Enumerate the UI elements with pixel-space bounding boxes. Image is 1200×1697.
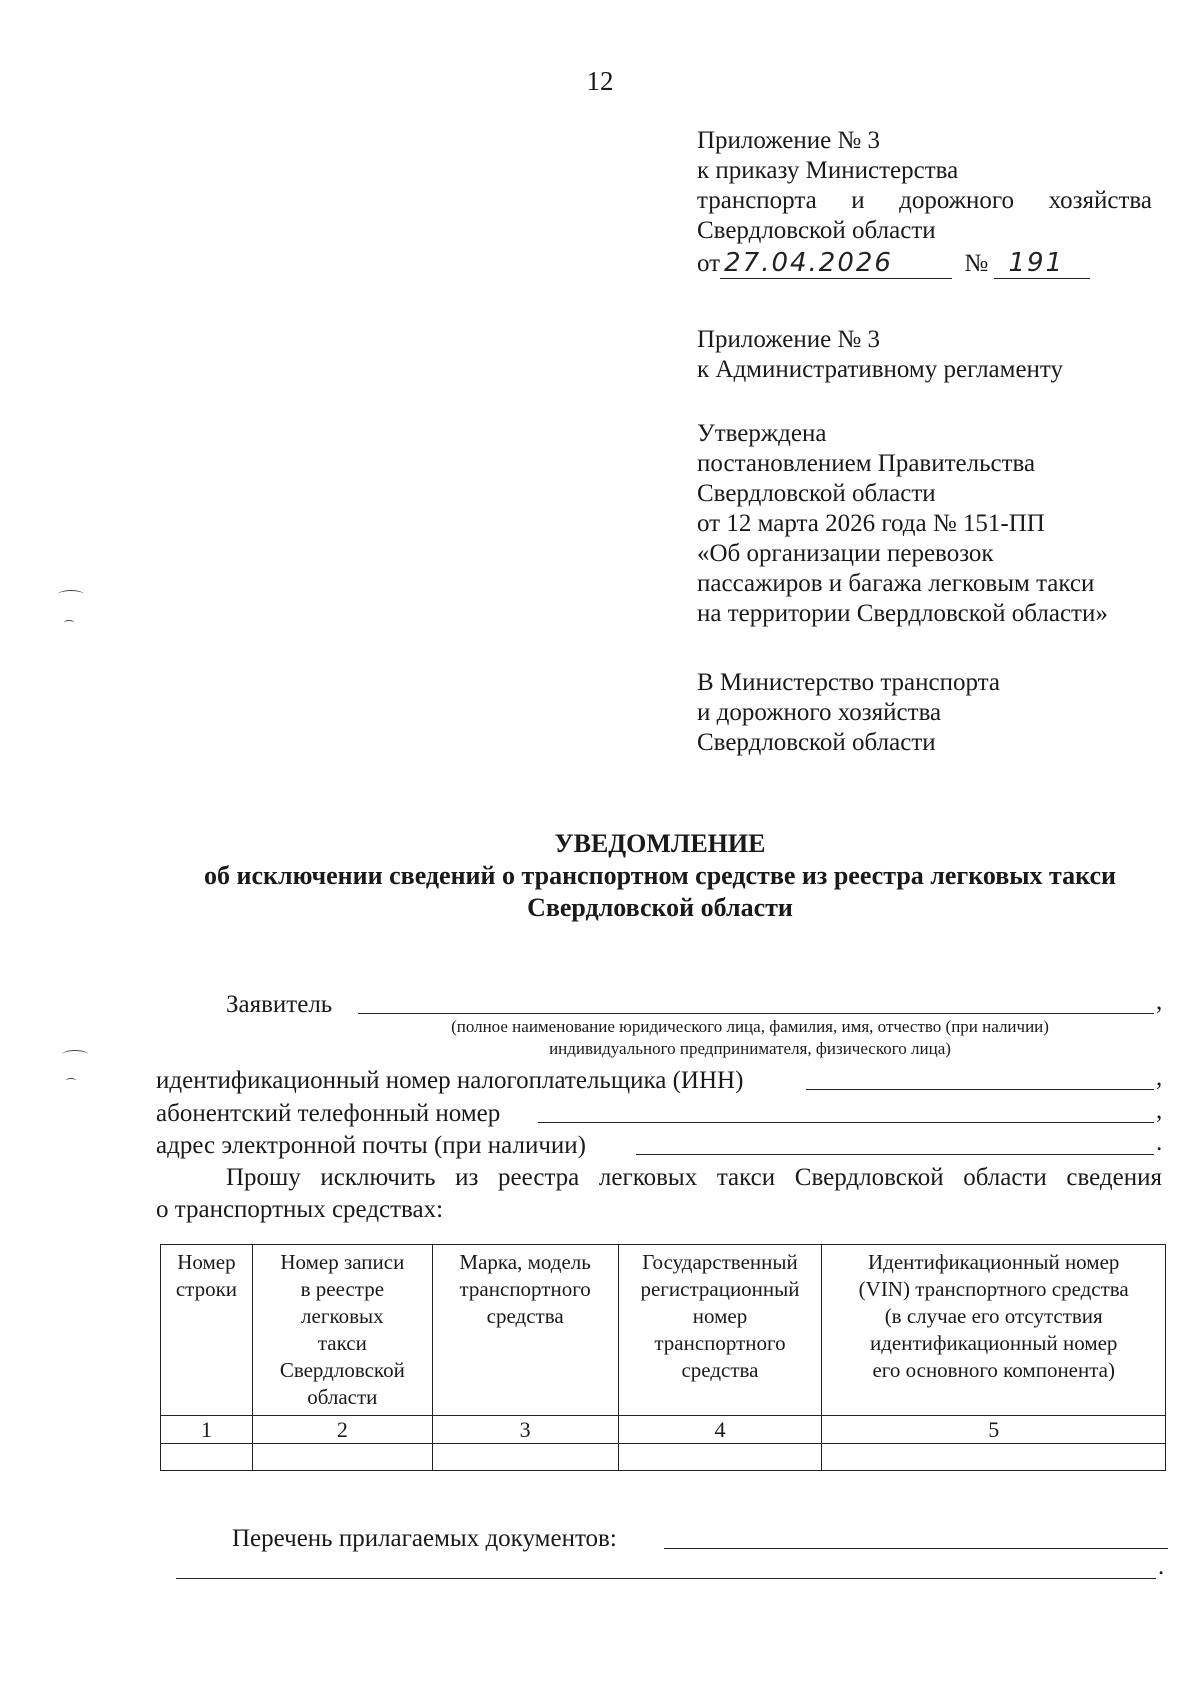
order-appendix-block xyxy=(697,126,1152,279)
vehicle-table xyxy=(160,1244,1166,1471)
order-date-line xyxy=(697,248,1152,279)
applicant-field[interactable] xyxy=(358,1013,1154,1014)
order-appendix-line: Свердловской области xyxy=(697,217,936,244)
punch-hole-mark xyxy=(64,620,74,625)
email-label: адрес электронной почты (при наличии) xyxy=(156,1132,586,1159)
column-number: 1 xyxy=(161,1416,253,1444)
comma: , xyxy=(1156,988,1163,1015)
word: дорожного xyxy=(899,187,1015,214)
email-field[interactable] xyxy=(636,1154,1154,1155)
punch-hole-mark xyxy=(62,1050,88,1059)
addressee-line: и дорожного хозяйства xyxy=(697,699,942,726)
comma: , xyxy=(1156,1064,1163,1091)
table-header-row xyxy=(161,1245,1166,1416)
addressee-block xyxy=(697,668,1000,758)
table-row xyxy=(161,1444,1166,1471)
hint-line: индивидуального предпринимателя, физического лица) xyxy=(549,1039,951,1058)
table-header-cell: Номер строки xyxy=(161,1245,253,1416)
word: транспорта xyxy=(697,187,817,214)
number-prefix: № xyxy=(964,250,989,277)
period: . xyxy=(1156,1129,1163,1156)
handwritten-number: 191 xyxy=(994,248,1090,279)
column-number: 5 xyxy=(822,1416,1166,1444)
word: хозяйства xyxy=(1048,187,1152,214)
approved-block xyxy=(697,419,1108,629)
inn-label: идентификационный номер налогоплательщика (ИНН) xyxy=(156,1067,744,1094)
approved-line: на территории Свердловской области» xyxy=(697,600,1108,627)
order-appendix-line: Приложение № 3 xyxy=(697,127,881,154)
date-prefix: от xyxy=(697,250,721,277)
punch-hole-mark xyxy=(58,590,84,599)
table-cell[interactable] xyxy=(252,1444,432,1471)
table-header-cell: Марка, модель транспортного средства xyxy=(432,1245,618,1416)
table-header-cell: Идентификационный номер (VIN) транспортного средства (в случае его отсутствия идентификационный номер его основного компонента) xyxy=(822,1245,1166,1416)
comma: , xyxy=(1156,1097,1163,1124)
title-subtitle: об исключении сведений о транспортном средстве из реестра легковых такси xyxy=(204,861,1116,890)
punch-hole-mark xyxy=(66,1078,76,1083)
approved-line: Свердловской области xyxy=(697,480,936,507)
approved-line: пассажиров и багажа легковым такси xyxy=(697,570,1095,597)
regulation-appendix-line: к Административному регламенту xyxy=(697,356,1064,383)
attachments-field[interactable] xyxy=(664,1548,1168,1549)
document-title xyxy=(0,828,1200,924)
title-subtitle: Свердловской области xyxy=(527,893,793,922)
approved-line: от 12 марта 2026 года № 151-ПП xyxy=(697,510,1045,537)
handwritten-date: 27.04.2026 xyxy=(720,248,952,279)
period: . xyxy=(1158,1553,1165,1580)
column-number: 4 xyxy=(618,1416,822,1444)
table-header-cell: Номер записи в реестре легковых такси Свердловской области xyxy=(252,1245,432,1416)
table-cell[interactable] xyxy=(161,1444,253,1471)
regulation-appendix-line: Приложение № 3 xyxy=(697,326,881,353)
request-text-line2: о транспортных средствах: xyxy=(156,1196,444,1223)
order-appendix-line: к приказу Министерства xyxy=(697,157,959,184)
page-number: 12 xyxy=(586,66,614,96)
request-text-line1: Прошу исключить из реестра легковых такси Свердловской области сведения xyxy=(226,1164,1162,1191)
phone-label: абонентский телефонный номер xyxy=(156,1100,501,1127)
table-cell[interactable] xyxy=(432,1444,618,1471)
table-header-cell: Государственный регистрационный номер транспортного средства xyxy=(618,1245,822,1416)
attachments-label: Перечень прилагаемых документов: xyxy=(232,1525,617,1552)
regulation-appendix-block xyxy=(697,325,1063,385)
phone-field[interactable] xyxy=(538,1122,1154,1123)
addressee-line: Свердловской области xyxy=(697,729,936,756)
column-number: 3 xyxy=(432,1416,618,1444)
word: и xyxy=(851,187,865,214)
applicant-label: Заявитель xyxy=(226,991,333,1018)
order-appendix-justified-line xyxy=(697,186,1152,216)
applicant-hint xyxy=(340,1016,1160,1060)
attachments-field-line2[interactable] xyxy=(176,1578,1156,1579)
column-number: 2 xyxy=(252,1416,432,1444)
addressee-line: В Министерство транспорта xyxy=(697,669,1000,696)
approved-line: постановлением Правительства xyxy=(697,450,1036,477)
title-main: УВЕДОМЛЕНИЕ xyxy=(554,829,766,858)
hint-line: (полное наименование юридического лица, фамилия, имя, отчество (при наличии) xyxy=(451,1017,1049,1036)
approved-line: «Об организации перевозок xyxy=(697,540,994,567)
table-number-row xyxy=(161,1416,1166,1444)
table-cell[interactable] xyxy=(618,1444,822,1471)
table-cell[interactable] xyxy=(822,1444,1166,1471)
inn-field[interactable] xyxy=(806,1089,1154,1090)
approved-line: Утверждена xyxy=(697,420,827,447)
